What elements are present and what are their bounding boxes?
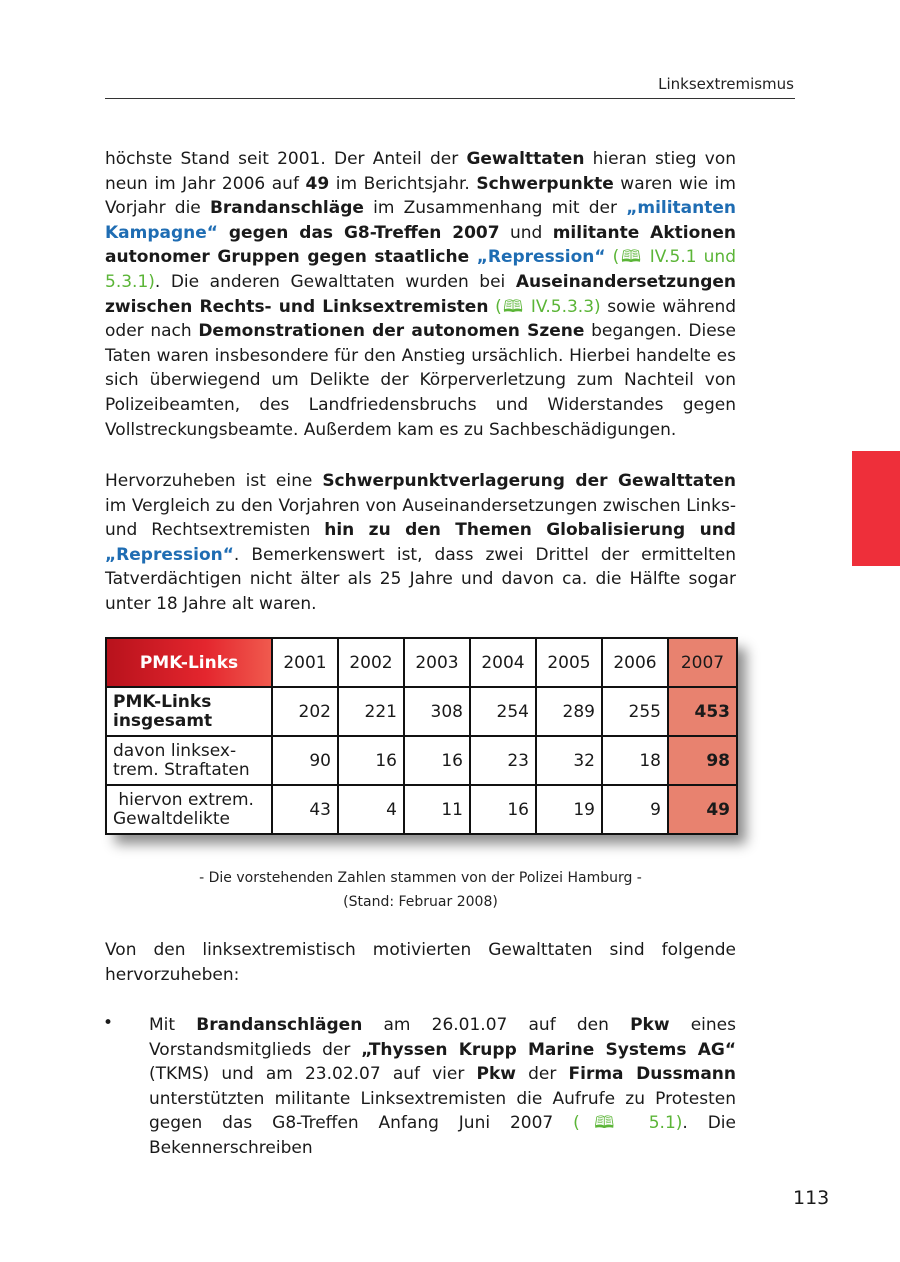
text-run: begangen. Diese Taten waren insbesondere für den Anstieg ursächlich. Hierbei handelte es sich überwiegend um Delikte der Körperverletzung zum Nachteil von Polizeibeamten, des Landfriedensbruchs und Widerstandes gegen Vollstreckungsbeamte. Außerdem kam es zu Sachbeschädigungen.	[105, 321, 736, 440]
chapter-tab-marker	[852, 451, 900, 566]
cross-reference-link[interactable]: (🕮 IV.5.1 und 5.3.1)	[105, 247, 736, 292]
bullet-marker: •	[103, 1013, 114, 1033]
row-label-line: Gewaltdelikte	[113, 808, 231, 829]
table-cell-highlight: 98	[668, 736, 737, 785]
text-run: unterstützten militante Linksextremisten die Aufrufe zu Protesten gegen das G8-Treffen Anfang Juni 2007	[149, 1088, 736, 1134]
table-date-caption: (Stand: Februar 2008)	[343, 894, 498, 910]
pmk-links-statistics-table	[105, 637, 738, 835]
text-run: (TKMS) und am 23.02.07 auf vier	[149, 1064, 477, 1085]
header-divider	[105, 98, 795, 99]
table-cell: 16	[338, 736, 404, 785]
table-cell: 308	[404, 687, 470, 736]
row-label-line: hiervon extrem.	[113, 789, 254, 810]
cross-reference-link[interactable]: (🕮 5.1)	[573, 1113, 683, 1134]
year-header: 2003	[404, 638, 470, 687]
table-cell: 4	[338, 785, 404, 834]
year-header: 2006	[602, 638, 668, 687]
text-run: Hervorzuheben ist eine	[105, 471, 323, 491]
table-cell: 254	[470, 687, 536, 736]
bold-text: „Thyssen Krupp Marine Systems AG“	[361, 1039, 737, 1060]
glossary-link-repression[interactable]: „Repression“	[105, 544, 234, 565]
table-cell: 43	[272, 785, 338, 834]
paragraph-1	[105, 147, 736, 442]
table-cell: 18	[602, 736, 668, 785]
table-cell-highlight: 453	[668, 687, 737, 736]
text-run: waren wie im Vorjahr die	[105, 173, 736, 219]
page-number: 113	[793, 1187, 830, 1209]
text-run: . Die Bekennerschreiben	[149, 1113, 736, 1158]
text-run: höchste Stand seit 2001. Der Anteil der	[105, 149, 467, 169]
text-run: im Zusammenhang mit der	[363, 198, 627, 219]
paragraph-3: Von den linksextremistisch motivierten Gewalttaten sind folgende hervorzuheben:	[105, 940, 736, 985]
running-header: Linksextremismus	[658, 75, 794, 93]
glossary-link-militante-kampagne[interactable]: „militanten Kampagne“	[105, 198, 737, 243]
table-cell-highlight: 49	[668, 785, 737, 834]
text-run: der	[515, 1064, 569, 1085]
text-run: sowie während oder nach	[105, 296, 737, 342]
text-run: und	[499, 222, 553, 243]
bold-text: Pkw	[476, 1064, 516, 1085]
table-cell: 289	[536, 687, 602, 736]
row-label	[106, 687, 272, 736]
table-cell: 9	[602, 785, 668, 834]
text-run: im Berichtsjahr.	[329, 173, 477, 194]
table-header-label: PMK-Links	[106, 638, 272, 687]
row-label-line: trem. Straftaten	[113, 759, 250, 780]
row-label-line: insgesamt	[113, 710, 213, 731]
text-run: im Vergleich zu den Vorjahren von Auseinandersetzungen zwischen Links- und Rechtsextremisten	[105, 495, 736, 541]
table-cell: 16	[404, 736, 470, 785]
glossary-link-repression[interactable]: „Repression“	[476, 247, 606, 268]
text-run: hieran stieg von neun im Jahr 2006 auf	[105, 149, 736, 194]
bold-text: Schwerpunktverlagerung der Gewalttaten	[322, 471, 736, 491]
cross-reference-link[interactable]: (🕮 IV.5.3.3)	[495, 296, 601, 317]
statistics-table-container	[105, 637, 736, 833]
row-label	[106, 785, 272, 834]
row-label	[106, 736, 272, 785]
year-header: 2002	[338, 638, 404, 687]
bold-text: Pkw	[630, 1015, 670, 1035]
year-header: 2004	[470, 638, 536, 687]
table-row	[106, 736, 737, 785]
table-cell: 16	[470, 785, 536, 834]
row-label-line: davon linksex-	[113, 740, 237, 761]
bold-text: Auseinandersetzungen zwischen Rechts- und Linksextremisten	[105, 271, 736, 317]
bold-text: gegen das G8-Treffen 2007	[217, 222, 500, 243]
table-cell: 19	[536, 785, 602, 834]
bullet-item-text	[149, 1013, 736, 1161]
bold-text: 49	[305, 173, 330, 194]
bold-text: hin zu den Themen Globalisierung und	[324, 520, 736, 541]
table-cell: 221	[338, 687, 404, 736]
text-run: am 26.01.07 auf den	[362, 1015, 631, 1035]
bold-text: Schwerpunkte	[476, 173, 614, 194]
bold-text: Brandanschläge	[209, 198, 364, 219]
bold-text: Demonstrationen der autonomen Szene	[198, 321, 585, 342]
year-header-highlight: 2007	[668, 638, 737, 687]
text-run	[606, 247, 613, 267]
row-label-line: PMK-Links	[113, 691, 212, 712]
table-cell: 32	[536, 736, 602, 785]
table-cell: 255	[602, 687, 668, 736]
text-run: eines Vorstandsmitglieds der	[149, 1015, 736, 1060]
paragraph-2	[105, 469, 736, 617]
table-cell: 202	[272, 687, 338, 736]
text-run: . Die anderen Gewalttaten wurden bei	[154, 271, 516, 292]
table-cell: 23	[470, 736, 536, 785]
table-header-row	[106, 638, 737, 687]
bold-text: Firma Dussmann	[568, 1064, 737, 1085]
table-cell: 11	[404, 785, 470, 834]
year-header: 2001	[272, 638, 338, 687]
text-run: Mit	[149, 1015, 197, 1035]
bold-text: Gewalttaten	[466, 149, 585, 169]
year-header: 2005	[536, 638, 602, 687]
table-source-caption: - Die vorstehenden Zahlen stammen von der Polizei Hamburg -	[199, 870, 642, 886]
table-row	[106, 785, 737, 834]
text-run: . Bemerkenswert ist, dass zwei Drittel der ermittelten Tatverdächtigen nicht älter als 25 Jahre und davon ca. die Hälfte sogar unter 18 Jahre alt waren.	[105, 544, 736, 614]
bold-text: Brandanschlägen	[196, 1015, 363, 1035]
table-cell: 90	[272, 736, 338, 785]
table-row	[106, 687, 737, 736]
bold-text: militante Aktionen autonomer Gruppen gegen staatliche	[105, 222, 736, 268]
